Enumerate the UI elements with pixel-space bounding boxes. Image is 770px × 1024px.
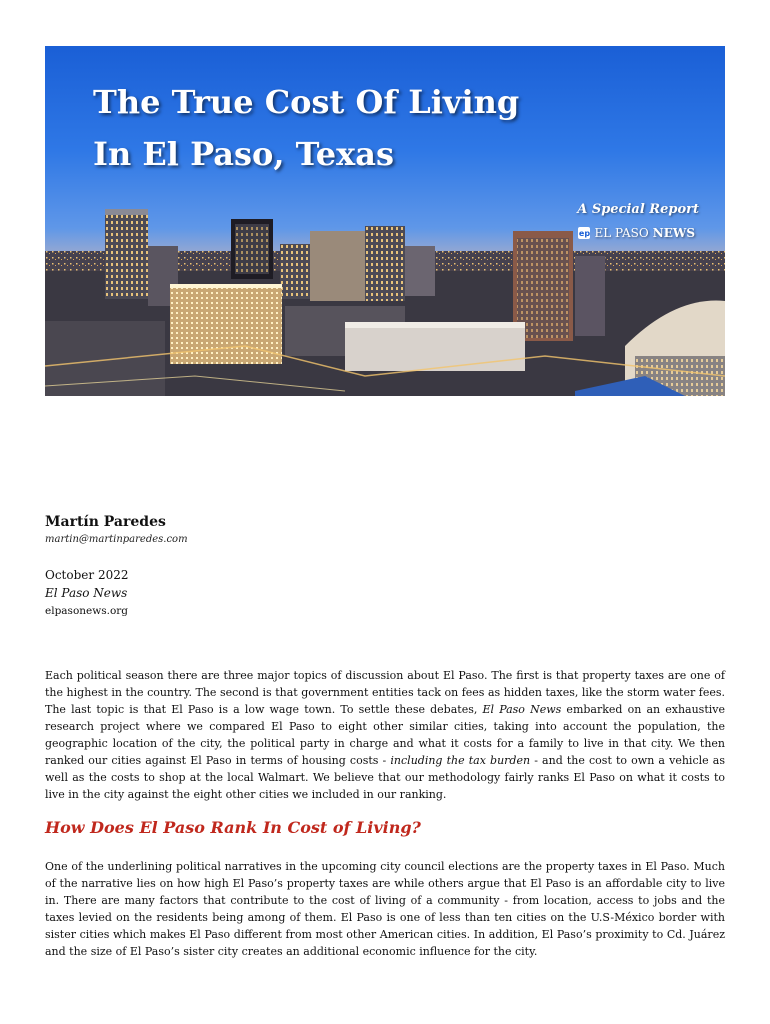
cover-image (45, 46, 725, 396)
intro-tax-emphasis: including the tax burden (390, 754, 531, 767)
brand-prefix: EL PASO (594, 226, 649, 240)
cover-title-line-1: The True Cost Of Living (93, 83, 520, 121)
author-email: martin@martinparedes.com (45, 534, 188, 545)
cover-title-line-2: In El Paso, Texas (93, 135, 394, 173)
cover-title (93, 76, 519, 180)
section-paragraph: One of the underlining political narratives in the upcoming city council elections are the property taxes in El Paso. Much of the narrative lies on how high El Paso’s property taxes are while others argue that El Paso is an affordable city to live in. There are many factors that contribute to the cost of living of a community - from location, access to jobs and the taxes levied on the residents being among of them. El Paso is one of less than ten cities on the U.S-México border with sister cities which makes El Paso different from most other American cities. In addition, El Paso’s proximity to Cd. Juárez and the size of El Paso’s sister city creates an additional economic influence for the city. (45, 860, 725, 958)
intro-text-3: - and the cost to own a vehicle as well as the costs to shop at the local Walmart. We believe that our methodology fairly ranks El Paso on what it costs to live in the city against the eight other cities we included in our ranking. (45, 754, 725, 801)
publication-website: elpasonews.org (45, 605, 129, 617)
special-report-label: A Special Report (577, 202, 699, 217)
el-paso-news-logo (578, 226, 695, 240)
intro-publication-emphasis: El Paso News (482, 703, 562, 716)
section-heading: How Does El Paso Rank In Cost of Living? (45, 818, 421, 837)
author-name: Martín Paredes (45, 514, 166, 530)
intro-text-1: Each political season there are three major topics of discussion about El Paso. The first is that property taxes are one of the highest in the country. The second is that government entities tack on fees as hidden taxes, like the storm water fees. The last topic is that El Paso is a low wage town. To settle these debates, (45, 669, 725, 716)
intro-text-2: embarked on an exhaustive research project where we compared El Paso to eight other similar cities, taking into account the population, the geographic location of the city, the political party in charge and what it costs for a family to live in that city. We then ranked our cities against El Paso in terms of housing costs - (45, 703, 725, 767)
publication-name: El Paso News (45, 586, 128, 600)
brand-mark-icon: ep (578, 228, 591, 238)
intro-paragraph (45, 667, 725, 803)
publication-meta (45, 566, 128, 620)
publication-date: October 2022 (45, 568, 129, 582)
brand-suffix: NEWS (652, 226, 695, 240)
author-block (45, 514, 188, 545)
